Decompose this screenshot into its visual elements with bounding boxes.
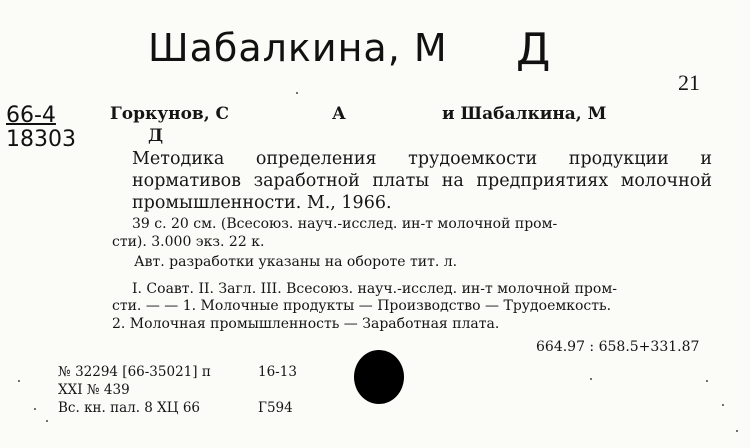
shelfmark-line-1: 66-4 [6,103,56,128]
speck [34,408,36,410]
book-title: Методика определения трудоемкости продукции и нормативов заработной платы на предприятиях молочной промышленности. М., 1966. [132,149,712,213]
collation: 39 с. 20 см. (Всесоюз. науч.-исслед. ин-т молочной пром- [132,216,558,232]
speck [722,404,724,406]
author-heading: Горкунов, С [110,104,230,124]
order-number: № 32294 [66-35021] п [58,364,211,380]
print-info: Вс. кн. пал. 8 ХЦ 66 [58,400,201,416]
classification-number: 664.97 : 658.5+331.87 [536,339,700,355]
speck [590,378,592,380]
speck [736,430,738,432]
handwritten-name: Шабалкина, М [148,26,448,70]
author-initial: А [332,104,346,124]
punch-hole [354,350,404,404]
speck [706,380,708,382]
shelfmark-line-2: 18303 [6,127,76,152]
speck [296,92,298,94]
author-initial-2: Д [148,126,164,146]
collation-continued: сти). 3.000 экз. 22 к. [112,234,265,250]
shelfmark [6,104,76,152]
tracing-line-3: 2. Молочная промышленность — Заработная плата. [112,316,500,332]
note: Авт. разработки указаны на обороте тит. л. [134,254,458,270]
print-code: Г594 [258,400,293,416]
order-code: 16-13 [258,364,297,380]
coauthor-heading: и Шабалкина, М [442,104,607,124]
card-number: 21 [678,70,700,95]
handwritten-initial: Д [516,24,551,75]
speck [46,420,48,422]
tracing-line-1: I. Соавт. II. Загл. III. Всесоюз. науч.-исслед. ин-т молочной пром- [132,281,617,297]
tracing-line-2: сти. — — 1. Молочные продукты — Производство — Трудоемкость. [112,298,612,314]
speck [18,380,20,382]
series-number: XXI № 439 [58,382,130,398]
